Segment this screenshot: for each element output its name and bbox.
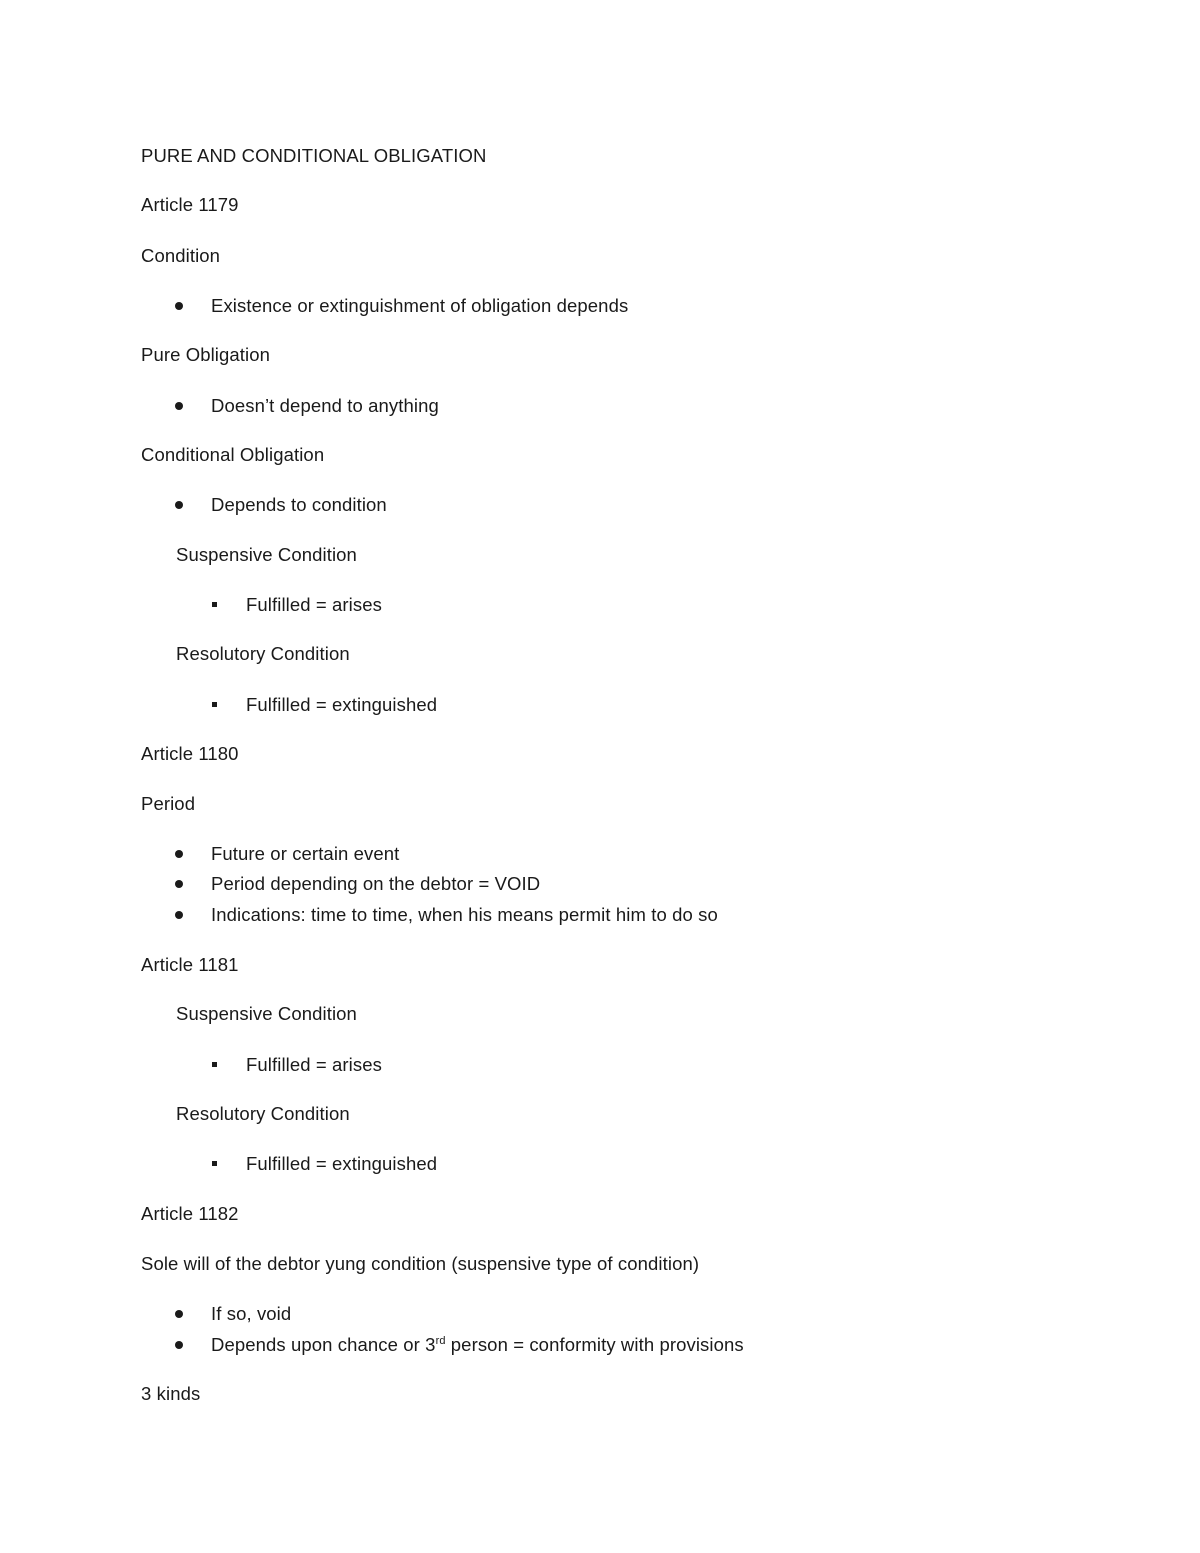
bullet-square-icon bbox=[212, 602, 217, 607]
sole-will-bullet-text bbox=[211, 1333, 744, 1357]
period-bullet-text: Future or certain event bbox=[211, 843, 400, 864]
bullet-dot-icon bbox=[175, 911, 183, 919]
period-bullet-text: Period depending on the debtor = VOID bbox=[211, 873, 541, 894]
period-label: Period bbox=[141, 793, 196, 814]
document-title: PURE AND CONDITIONAL OBLIGATION bbox=[141, 145, 487, 166]
condition-bullet-text: Existence or extinguishment of obligation depends bbox=[211, 295, 629, 316]
sole-will-text: Sole will of the debtor yung condition (suspensive type of condition) bbox=[141, 1253, 700, 1274]
bullet-dot-icon bbox=[175, 501, 183, 509]
resolutory-condition-bullet-text: Fulfilled = extinguished bbox=[246, 1153, 438, 1174]
bullet-dot-icon bbox=[175, 302, 183, 310]
bullet-dot-icon bbox=[175, 1310, 183, 1318]
resolutory-condition-bullet-text: Fulfilled = extinguished bbox=[246, 694, 438, 715]
bullet-text-part: Depends upon chance or 3 bbox=[211, 1334, 436, 1355]
condition-label: Condition bbox=[141, 245, 221, 266]
pure-obligation-bullet-text: Doesn’t depend to anything bbox=[211, 395, 439, 416]
suspensive-condition-label: Suspensive Condition bbox=[176, 544, 357, 565]
suspensive-condition-label: Suspensive Condition bbox=[176, 1003, 357, 1024]
ordinal-superscript: rd bbox=[435, 1335, 446, 1347]
article-1179-heading: Article 1179 bbox=[141, 194, 239, 215]
article-1181-heading: Article 1181 bbox=[141, 954, 239, 975]
conditional-obligation-bullet-text: Depends to condition bbox=[211, 494, 387, 515]
conditional-obligation-label: Conditional Obligation bbox=[141, 444, 325, 465]
sole-will-bullet-text: If so, void bbox=[211, 1303, 292, 1324]
bullet-dot-icon bbox=[175, 880, 183, 888]
bullet-dot-icon bbox=[175, 1341, 183, 1349]
article-1180-heading: Article 1180 bbox=[141, 743, 239, 764]
kinds-label: 3 kinds bbox=[141, 1383, 201, 1404]
bullet-text-part: person = conformity with provisions bbox=[445, 1334, 744, 1355]
bullet-square-icon bbox=[212, 1062, 217, 1067]
bullet-dot-icon bbox=[175, 850, 183, 858]
resolutory-condition-label: Resolutory Condition bbox=[176, 1103, 350, 1124]
article-1182-heading: Article 1182 bbox=[141, 1203, 239, 1224]
bullet-square-icon bbox=[212, 1161, 217, 1166]
bullet-dot-icon bbox=[175, 402, 183, 410]
suspensive-condition-bullet-text: Fulfilled = arises bbox=[246, 594, 382, 615]
suspensive-condition-bullet-text: Fulfilled = arises bbox=[246, 1054, 382, 1075]
resolutory-condition-label: Resolutory Condition bbox=[176, 643, 350, 664]
bullet-square-icon bbox=[212, 702, 217, 707]
period-bullet-text: Indications: time to time, when his means permit him to do so bbox=[211, 904, 718, 925]
pure-obligation-label: Pure Obligation bbox=[141, 344, 271, 365]
